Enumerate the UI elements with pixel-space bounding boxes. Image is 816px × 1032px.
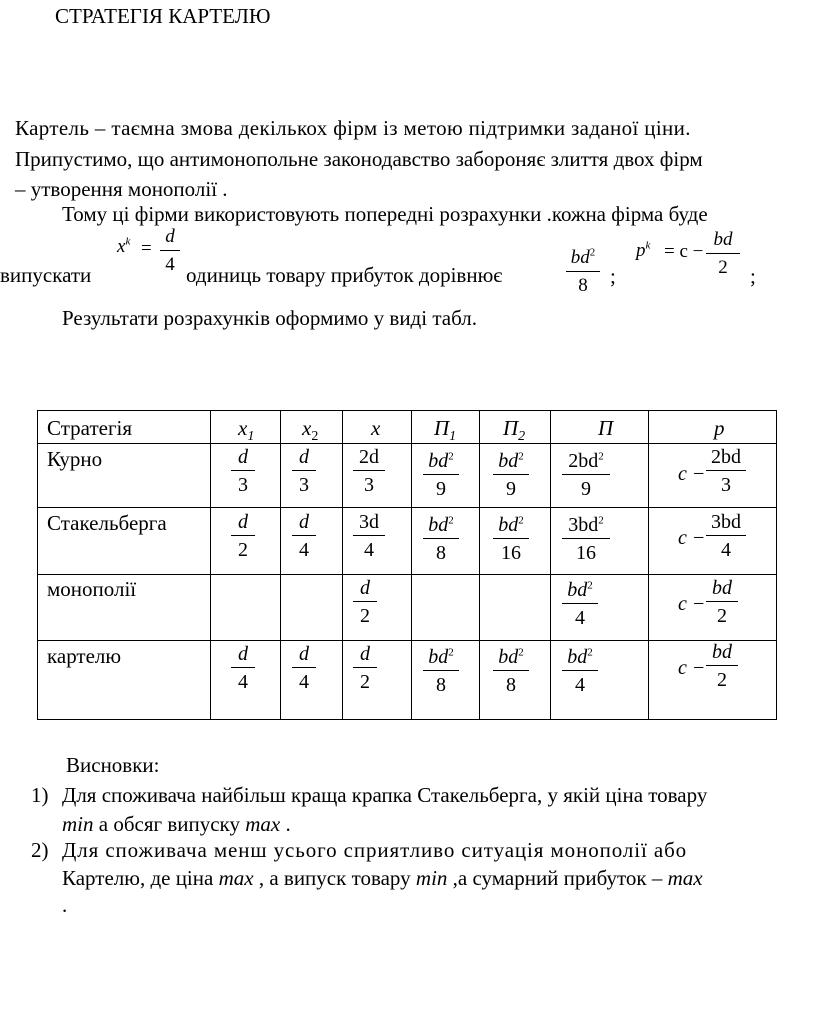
intro-line-6: Результати розрахунків оформимо у виді табл. (62, 306, 477, 330)
max-word: max (218, 866, 254, 890)
profit-den: 8 (578, 275, 588, 296)
results-table (37, 410, 777, 720)
table-hline (38, 574, 776, 575)
xk-num: d (165, 226, 175, 247)
cartel-x2: d 4 (292, 643, 316, 693)
stackelberg-price-lhs: c − (678, 527, 706, 549)
cournot-x2: d 3 (292, 446, 316, 496)
row-label-monopoly: монополії (47, 577, 137, 601)
header-strategy: Стратегія (47, 416, 133, 440)
cartel-p: $bd^2$ 4 (562, 646, 598, 696)
monopoly-x: d 2 (353, 577, 377, 627)
formula-pk (636, 240, 650, 262)
cournot-x1: d 3 (231, 446, 255, 496)
intro-line-2: Припустимо, що антимонопольне законодавство забороняє злиття двох фірм (15, 147, 703, 171)
table-vline (210, 411, 211, 719)
table-vline (550, 411, 551, 719)
conclusion-2-dot: . (62, 893, 68, 917)
max-word: max (245, 812, 281, 836)
intro-line-5a: випускати (0, 263, 92, 287)
stackelberg-p1: $bd^2$ 8 (423, 514, 459, 564)
intro-line-3: – утворення монополії . (15, 177, 228, 201)
conclusion-2-line-1: Для споживача менш усього сприятливо ситуація монополії або (62, 838, 688, 862)
page-title: СТРАТЕГІЯ КАРТЕЛЮ (55, 4, 271, 28)
semicolon-1: ; (610, 264, 616, 288)
cournot-p1: $bd^2$ 9 (423, 450, 459, 500)
cournot-price-lhs: c − (678, 463, 706, 485)
conclusion-1-line-1: Для споживача найбільш краща крапка Стакельберга, у якій ціна товару (62, 783, 708, 807)
cartel-p1: $bd^2$ 8 (423, 646, 459, 696)
pk-bar (706, 253, 740, 254)
header-x: x (371, 416, 381, 440)
xk-bar (160, 250, 180, 251)
row-label-cournot: Курно (47, 447, 103, 471)
cartel-price: bd 2 (706, 641, 738, 691)
pk-den: 2 (718, 257, 728, 278)
row-label-stackelberg: Стакельберга (47, 511, 167, 535)
xk-fraction (160, 226, 180, 276)
cartel-x: d 2 (353, 643, 377, 693)
min-word: min (62, 812, 94, 836)
stackelberg-p2: $bd^2$ 16 (493, 514, 529, 564)
cartel-price-lhs: c − (678, 657, 706, 679)
conclusion-2-number: 2) (31, 838, 49, 862)
header-x2: $x_2$ (302, 416, 319, 445)
intro-line-1: Картель – таємна змова декількох фірм із метою підтримки заданої ціни. (15, 116, 691, 140)
formula-xk (117, 236, 130, 258)
monopoly-p: $bd^2$ 4 (562, 579, 598, 629)
cournot-x: 2d 3 (353, 446, 385, 496)
xk-sup: k (125, 235, 131, 248)
profit-sup: 2 (589, 246, 596, 259)
xk-equals: = (141, 238, 152, 259)
stackelberg-p: $3bd^2$ 16 (562, 514, 610, 564)
monopoly-price-lhs: c − (678, 593, 706, 615)
intro-line-5b: одиниць товару прибуток дорівнює (186, 263, 503, 287)
row-label-cartel: картелю (47, 644, 122, 668)
table-vline (479, 411, 480, 719)
table-hline (38, 507, 776, 508)
max-word: max (667, 866, 703, 890)
table-vline (411, 411, 412, 719)
table-vline (648, 411, 649, 719)
cournot-price: 2bd 3 (706, 446, 746, 496)
header-p2: $П_2$ (503, 416, 526, 445)
stackelberg-price: 3bd 4 (706, 511, 746, 561)
pk-fraction (706, 229, 740, 279)
table-hline (38, 443, 776, 444)
xk-den: 4 (165, 254, 175, 275)
table-vline (280, 411, 281, 719)
pk-num: bd (713, 229, 733, 250)
header-price: p (714, 416, 725, 440)
conclusion-1-number: 1) (31, 783, 49, 807)
stackelberg-x1: d 2 (231, 511, 255, 561)
cartel-p2: $bd^2$ 8 (493, 646, 529, 696)
stackelberg-x2: d 4 (292, 511, 316, 561)
pk-rhs: = c − (664, 241, 704, 262)
monopoly-price: bd 2 (706, 577, 738, 627)
table-vline (342, 411, 343, 719)
profit-bar (566, 271, 600, 272)
cournot-p: $2bd^2$ 9 (562, 450, 610, 500)
conclusion-2-line-2: Картелю, де ціна max , а випуск товару min ,а сумарний прибуток – max (62, 866, 703, 890)
cartel-x1: d 4 (231, 643, 255, 693)
intro-line-4: Тому ці фірми використовують попередні розрахунки .кожна фірма буде (62, 202, 708, 226)
conclusion-1-line-2: min а обсяг випуску max . (62, 812, 291, 836)
stackelberg-x: 3d 4 (353, 511, 385, 561)
pk-lhs: p (636, 240, 646, 261)
semicolon-2: ; (750, 264, 756, 288)
profit-num: bd (570, 247, 590, 268)
cournot-p2: $bd^2$ 9 (493, 450, 529, 500)
conclusions-heading: Висновки: (66, 753, 160, 777)
pk-sup: k (645, 239, 651, 252)
header-x1: $x_1$ (238, 416, 255, 445)
header-p1: $П_1$ (434, 416, 457, 445)
xk-lhs: x (117, 236, 126, 257)
min-word: min (415, 866, 448, 890)
table-hline (38, 640, 776, 641)
profit-fraction (566, 247, 600, 297)
header-p: П (598, 416, 614, 440)
